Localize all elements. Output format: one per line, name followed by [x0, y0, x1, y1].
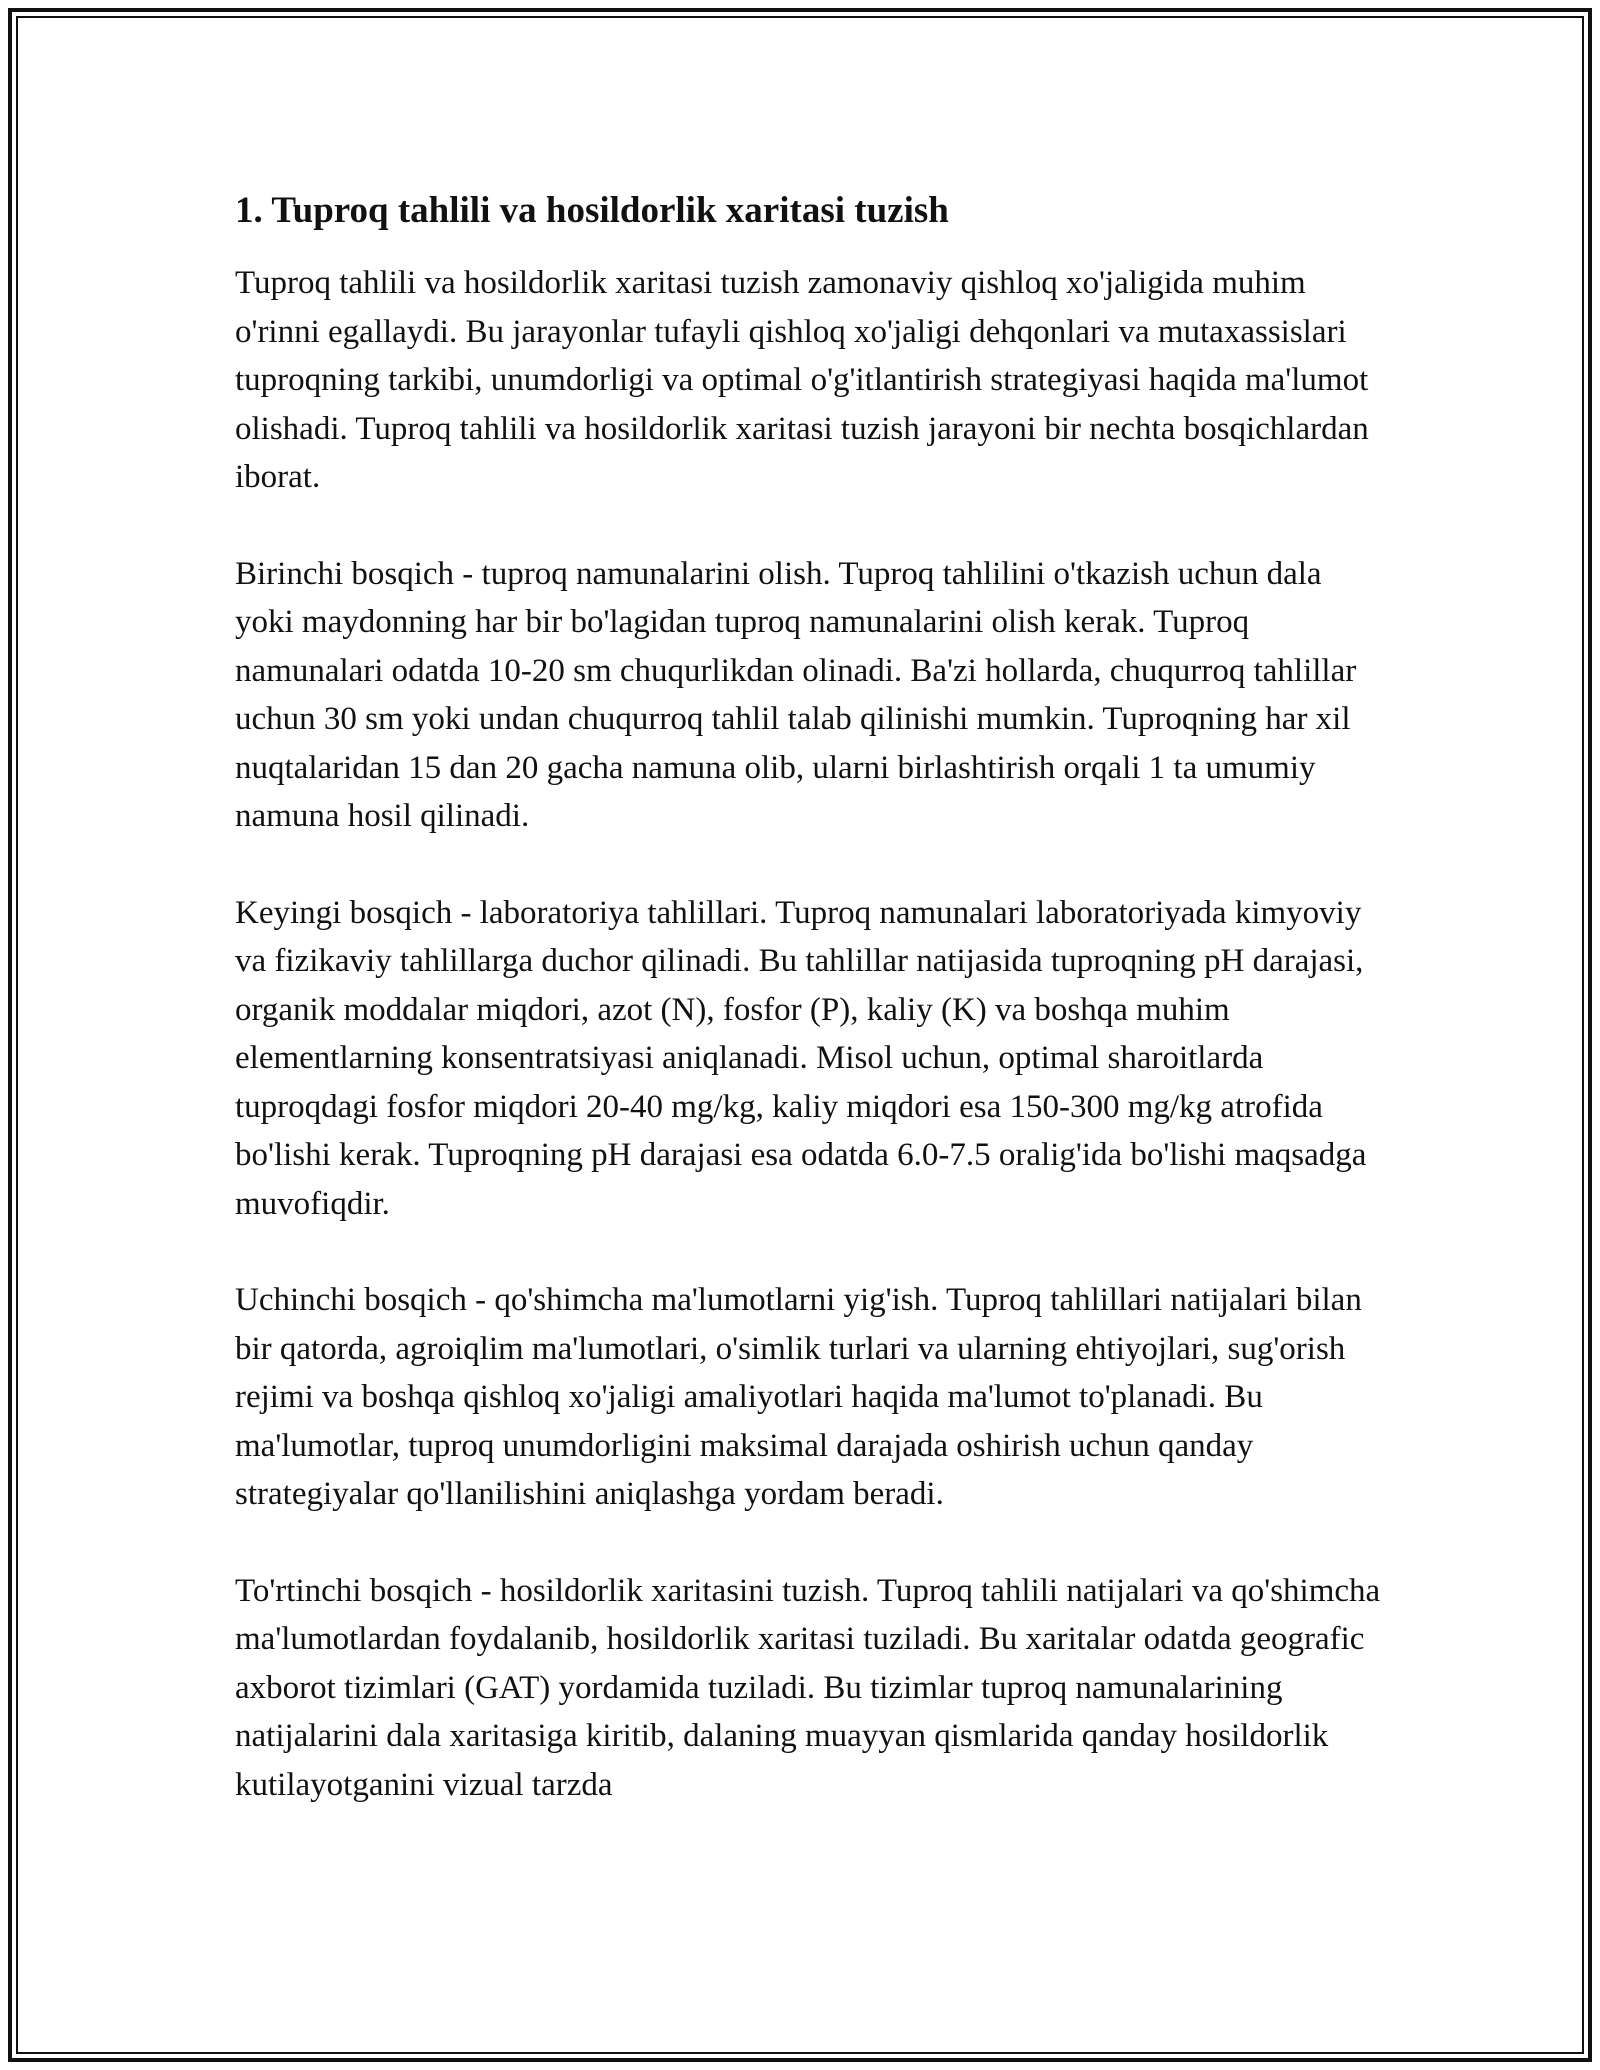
section-heading: 1. Tuproq tahlili va hosildorlik xaritasi tuzish [235, 190, 949, 231]
paragraph-step-1: Birinchi bosqich - tuproq namunalarini olish. Tuproq tahlilini o'tkazish uchun dala yoki maydonning har bir bo'lagidan tuproq namunalarini olish kerak. Tuproq namunalari odatda 10-20 sm chuqurlikdan olinadi. Ba'zi hollarda, chuqurroq tahlillar uchun 30 sm yoki undan chuqurroq tahlil talab qilinishi mumkin. Tuproqning har xil nuqtalaridan 15 dan 20 gacha namuna olib, ularni birlashtirish orqali 1 ta umumiy namuna hosil qilinadi. [235, 555, 1357, 834]
paragraph-step-2: Keyingi bosqich - laboratoriya tahlillari. Tuproq namunalari laboratoriyada kimyoviy va fizikaviy tahlillarga duchor qilinadi. Bu tahlillar natijasida tuproqning pH darajasi, organik moddalar miqdori, azot (N), fosfor (P), kaliy (K) va boshqa muhim elementlarning konsentratsiyasi aniqlanadi. Misol uchun, optimal sharoitlarda tuproqdagi fosfor miqdori 20-40 mg/kg, kaliy miqdori esa 150-300 mg/kg atrofida bo'lishi kerak. Tuproqning pH darajasi esa odatda 6.0-7.5 oralig'ida bo'lishi maqsadga muvofiqdir. [235, 894, 1367, 1222]
paragraph-intro: Tuproq tahlili va hosildorlik xaritasi tuzish zamonaviy qishloq xo'jaligida muhim o'rinni egallaydi. Bu jarayonlar tufayli qishloq xo'jaligi dehqonlari va mutaxassislari tuproqning tarkibi, unumdorligi va optimal o'g'itlantirish strategiyasi haqida ma'lumot olishadi. Tuproq tahlili va hosildorlik xaritasi tuzish jarayoni bir nechta bosqichlardan iborat. [235, 265, 1369, 495]
paragraph-step-3: Uchinchi bosqich - qo'shimcha ma'lumotlarni yig'ish. Tuproq tahlillari natijalari bilan bir qatorda, agroiqlim ma'lumotlari, o'simlik turlari va ularning ehtiyojlari, sug'orish rejimi va boshqa qishloq xo'jaligi amaliyotlari haqida ma'lumot to'planadi. Bu ma'lumotlar, tuproq unumdorligini maksimal darajada oshirish uchun qanday strategiyalar qo'llanilishini aniqlashga yordam beradi. [235, 1282, 1362, 1512]
document-body [235, 185, 1385, 1857]
paragraph-step-4: To'rtinchi bosqich - hosildorlik xaritasini tuzish. Tuproq tahlili natijalari va qo'shimcha ma'lumotlardan foydalanib, hosildorlik xaritasi tuziladi. Bu xaritalar odatda geografic axborot tizimlari (GAT) yordamida tuziladi. Bu tizimlar tuproq namunalarining natijalarini dala xaritasiga kiritib, dalaning muayyan qismlarida qanday hosildorlik kutilayotganini vizual tarzda [235, 1572, 1381, 1803]
